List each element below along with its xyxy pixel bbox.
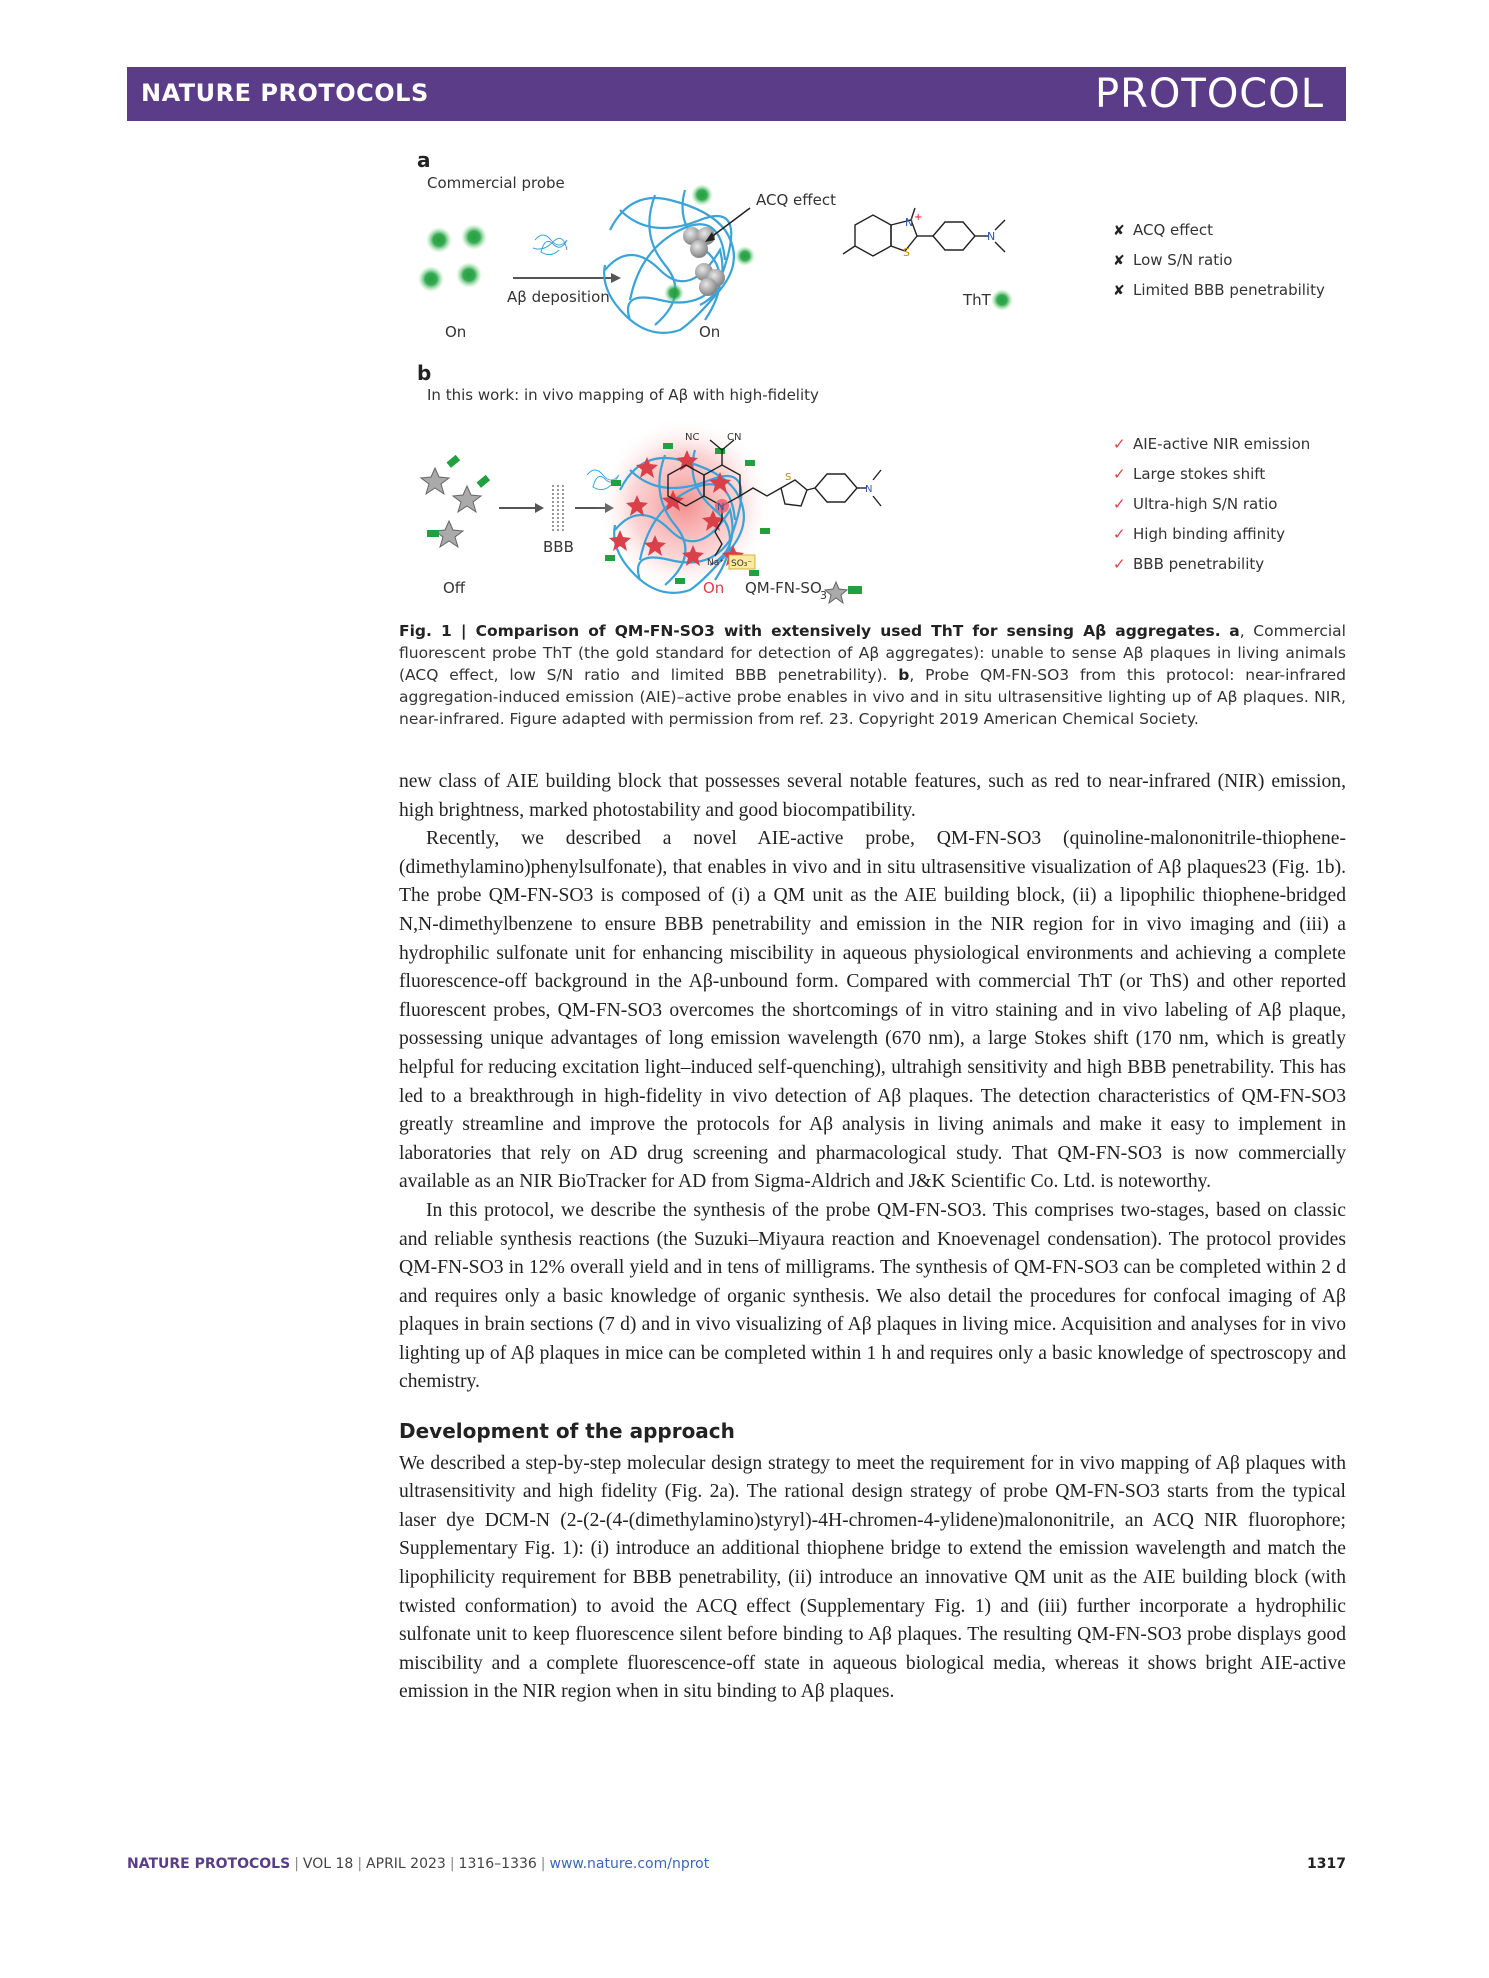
- page-footer: NATURE PROTOCOLS | VOL 18 | APRIL 2023 | 1316–1336 | www.nature.com/nprot 1317: [127, 1856, 1346, 1872]
- svg-text:N: N: [865, 484, 873, 495]
- caption-b: Probe QM-FN-SO3 from this protocol: near-infrared aggregation-induced emission (AIE)–active probe enables in vivo and in situ ultrasensitive lighting up of Aβ plaques. NIR, near-infrared. Figure adapted with permission from ref. 23. Copyright 2019 American Chemical Society.: [399, 666, 1346, 728]
- svg-text:SO₃⁻: SO₃⁻: [731, 559, 753, 569]
- svg-text:CN: CN: [727, 432, 742, 443]
- cross-icon: ✘: [1113, 223, 1125, 239]
- tht-label: ThT: [963, 291, 991, 309]
- panel-b-title: In this work: in vivo mapping of Aβ with high-fidelity: [427, 386, 819, 404]
- svg-text:ACQ effect: ACQ effect: [1133, 221, 1213, 239]
- feature-item: [1113, 435, 1310, 453]
- panel-b-on: On: [703, 579, 725, 597]
- footer-date: APRIL 2023: [366, 1856, 446, 1872]
- svg-text:N: N: [987, 230, 996, 243]
- svg-text:Large stokes shift: Large stokes shift: [1133, 465, 1266, 483]
- check-icon: ✓: [1113, 465, 1126, 483]
- footer-url[interactable]: www.nature.com/nprot: [549, 1856, 710, 1872]
- tht-structure: [843, 208, 1005, 256]
- panel-a-limitations: [1113, 221, 1325, 299]
- section-heading: Development of the approach: [399, 1419, 735, 1444]
- svg-text:S: S: [903, 246, 910, 259]
- feature-item: [1113, 525, 1285, 543]
- svg-text:Limited BBB penetrability: Limited BBB penetrability: [1133, 281, 1325, 299]
- article-body: [399, 768, 1346, 1707]
- check-icon: ✓: [1113, 495, 1126, 513]
- probe-name: [745, 579, 827, 602]
- svg-text:+: +: [914, 212, 923, 223]
- paragraph: Recently, we described a novel AIE-active probe, QM-FN-SO3 (quinoline-malononitrile-thiophene-(dimethylamino)phenylsulfonate), that enables in vivo and in situ ultrasensitive visualization of Aβ plaques23 (Fig. 1b). The probe QM-FN-SO3 is composed of (i) a QM unit as the AIE building block, (ii) a lipophilic thiophene-bridged N,N-dimethylbenzene to ensure BBB penetrability and emission in the NIR region for in vivo imaging and (iii) a hydrophilic sulfonate unit for enhancing miscibility in aqueous physiological environments and achieving a complete fluorescence-off background in the Aβ-unbound form. Compared with commercial ThT (or ThS) and other reported fluorescent probes, QM-FN-SO3 overcomes the shortcomings of in vitro staining and in vivo labeling of Aβ plaque, possessing unique advantages of long emission wavelength (670 nm), a large Stokes shift (170 nm, which is greatly helpful for reducing excitation light–induced self-quenching), ultrahigh sensitivity and high BBB penetrability. This has led to a breakthrough in high-fidelity in vivo detection of Aβ plaques. The detection characteristics of QM-FN-SO3 greatly streamline and improve the protocols for Aβ analysis in living animals and make it easy to implement in laboratories that rely on AD drug screening and pharmacological study. That QM-FN-SO3 is now commercially available as an NIR BioTracker for AD from Sigma-Aldrich and J&K Scientific Co. Ltd. is noteworthy.: [399, 828, 1346, 1193]
- svg-text:S: S: [785, 472, 792, 483]
- figure-1: [415, 150, 1345, 610]
- paragraph: We described a step-by-step molecular design strategy to meet the requirement for in vivo mapping of Aβ plaques with ultrasensitivity and high fidelity (Fig. 2a). The rational design strategy of probe QM-FN-SO3 starts from the typical laser dye DCM-N (2-(2-(4-(dimethylamino)styryl)-4H-chromen-4-ylidene)malononitrile, an ACQ NIR fluorophore; Supplementary Fig. 1): (i) introduce an additional thiophene bridge to extend the emission wavelength and match the lipophilicity requirement for BBB penetrability, (ii) introduce an innovative QM unit as the AIE building block (with twisted conformation) to avoid the ACQ effect (Supplementary Fig. 1) and (iii) further incorporate a hydrophilic sulfonate unit to keep fluorescence silent before binding to Aβ plaques. The resulting QM-FN-SO3 probe displays good miscibility and a complete fluorescence-off state in aqueous biological media, whereas it shows bright AIE-active emission in the NIR region when in situ binding to Aβ plaques.: [399, 1452, 1346, 1703]
- figure-caption: Fig. 1 | Comparison of QM-FN-SO3 with extensively used ThT for sensing Aβ aggregates. a, Commercial fluorescent probe ThT (the gold standard for detection of Aβ aggregates): unable to sense Aβ plaques in living animals (ACQ effect, low S/N ratio and limited BBB penetrability). b, Probe QM-FN-SO3 from this protocol: near-infrared aggregation-induced emission (AIE)–active probe enables in vivo and in situ ultrasensitive lighting up of Aβ plaques. NIR, near-infrared. Figure adapted with permission from ref. 23. Copyright 2019 American Chemical Society.: [399, 622, 1346, 728]
- journal-header: [127, 67, 1346, 121]
- abeta-aggregate-a: [604, 190, 734, 333]
- probe-icon: [825, 582, 847, 603]
- footer-pages: 1316–1336: [458, 1856, 537, 1872]
- figure-1-graphic: [415, 150, 1345, 610]
- paragraph: new class of AIE building block that possesses several notable features, such as red to near-infrared (NIR) emission, high brightness, marked photostability and good biocompatibility.: [399, 771, 1346, 821]
- check-icon: ✓: [1113, 525, 1126, 543]
- cross-icon: ✘: [1113, 253, 1125, 269]
- panel-a-on-left: On: [445, 323, 467, 341]
- feature-item: [1113, 555, 1264, 573]
- svg-text:Na⁺: Na⁺: [707, 558, 724, 568]
- footer-journal: NATURE PROTOCOLS: [127, 1856, 291, 1872]
- check-icon: ✓: [1113, 435, 1126, 453]
- caption-label: Fig. 1 | Comparison of QM-FN-SO3 with extensively used ThT for sensing Aβ aggregates.: [399, 622, 1221, 640]
- tht-dot: [991, 289, 1013, 311]
- footer-volume: VOL 18: [302, 1856, 354, 1872]
- svg-text:High binding affinity: High binding affinity: [1133, 525, 1286, 543]
- journal-name: NATURE PROTOCOLS: [141, 79, 429, 107]
- acq-effect-label: ACQ effect: [756, 191, 836, 209]
- bbb-barrier: [553, 485, 563, 532]
- svg-text:QM-FN-SO: QM-FN-SO: [745, 579, 822, 597]
- abeta-tangle-small: [533, 235, 567, 255]
- svg-text:N: N: [905, 216, 914, 229]
- feature-item: [1113, 465, 1265, 483]
- free-probes: [421, 455, 490, 547]
- svg-text:3: 3: [820, 589, 827, 602]
- svg-text:N: N: [717, 502, 725, 513]
- feature-item: [1113, 495, 1277, 513]
- svg-text:BBB penetrability: BBB penetrability: [1133, 555, 1265, 573]
- bbb-label: BBB: [543, 538, 574, 556]
- cross-icon: ✘: [1113, 283, 1125, 299]
- panel-b-letter: b: [417, 361, 432, 385]
- caption-a: Commercial fluorescent probe ThT (the gold standard for detection of Aβ aggregates): unable to sense Aβ plaques in living animals (ACQ effect, low S/N ratio and limited BBB penetrability).: [399, 622, 1346, 684]
- panel-a-letter: a: [417, 150, 431, 172]
- article-type: PROTOCOL: [1094, 71, 1324, 117]
- limitation-item: [1113, 281, 1325, 299]
- check-icon: ✓: [1113, 555, 1126, 573]
- deposition-label: Aβ deposition: [507, 288, 610, 306]
- panel-a-title: Commercial probe: [427, 174, 565, 192]
- paragraph: In this protocol, we describe the synthesis of the probe QM-FN-SO3. This comprises two-stages, based on classic and reliable synthesis reactions (the Suzuki–Miyaura reaction and Knoevenagel condensation). The protocol provides QM-FN-SO3 in 12% overall yield and in tens of milligrams. The synthesis of QM-FN-SO3 can be completed within 2 d and requires only a basic knowledge of organic synthesis. We also detail the procedures for confocal imaging of Aβ plaques in brain sections (7 d) and in vivo visualizing of Aβ plaques in living mice. Acquisition and analyses for in vivo lighting up of Aβ plaques in mice can be completed within 1 h and requires only a basic knowledge of spectroscopy and chemistry.: [399, 1199, 1346, 1393]
- svg-text:Low S/N ratio: Low S/N ratio: [1133, 251, 1233, 269]
- limitation-item: [1113, 251, 1232, 269]
- panel-b-features: [1113, 435, 1310, 573]
- svg-text:AIE-active NIR emission: AIE-active NIR emission: [1133, 435, 1311, 453]
- svg-text:Ultra-high S/N ratio: Ultra-high S/N ratio: [1133, 495, 1278, 513]
- panel-b-off: Off: [443, 579, 466, 597]
- limitation-item: [1113, 221, 1213, 239]
- svg-text:NC: NC: [685, 432, 700, 443]
- page-number: 1317: [1307, 1856, 1346, 1872]
- green-dots-free: [418, 224, 487, 292]
- panel-a-on-right: On: [699, 323, 721, 341]
